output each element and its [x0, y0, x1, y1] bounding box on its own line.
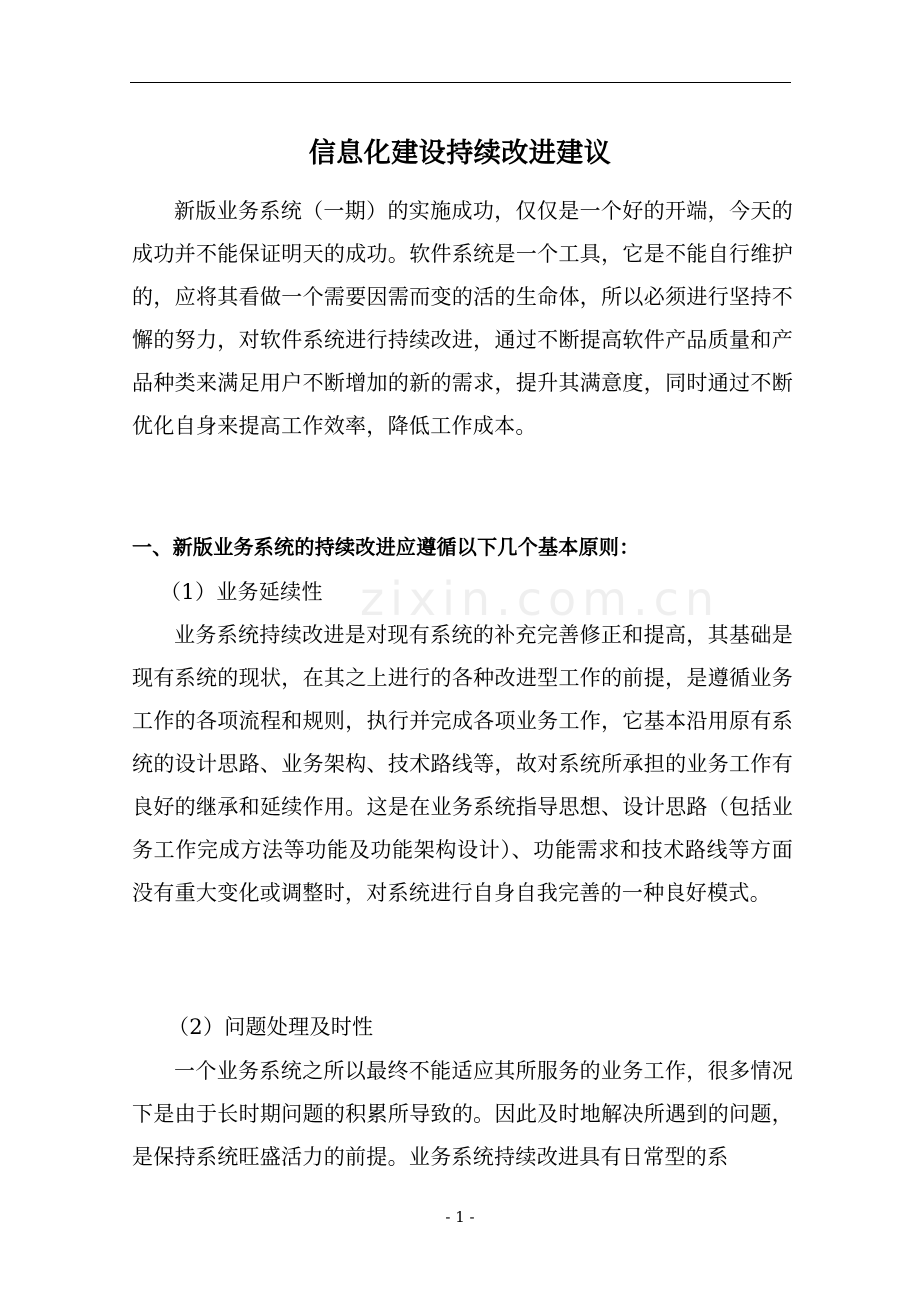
- header-rule: [130, 82, 791, 83]
- item2-body: 一个业务系统之所以最终不能适应其所服务的业务工作，很多情况下是由于长时期问题的积累所导致的。因此及时地解决所遇到的问题，是保持系统旺盛活力的前提。业务系统持续改进具有日常型的系: [132, 1059, 793, 1169]
- section-heading: 一、新版业务系统的持续改进应遵循以下几个基本原则：: [132, 535, 640, 559]
- watermark: zixin.com.cn: [360, 572, 721, 626]
- page-number: - 1 -: [445, 1208, 475, 1226]
- item1-label: （1）业务延续性: [160, 580, 323, 604]
- item1-body: 业务系统持续改进是对现有系统的补充完善修正和提高，其基础是现有系统的现状，在其之上进行的各种改进型工作的前提，是遵循业务工作的各项流程和规则，执行并完成各项业务工作，它基本沿用原有系统的设计思路、业务架构、技术路线等，故对系统所承担的业务工作有良好的继承和延续作用。这是在业务系统指导思想、设计思路（包括业务工作完成方法等功能及功能架构设计）、功能需求和技术路线等方面没有重大变化或调整时，对系统进行自身自我完善的一种良好模式。: [132, 623, 793, 905]
- intro-paragraph: 新版业务系统（一期）的实施成功，仅仅是一个好的开端，今天的成功并不能保证明天的成功。软件系统是一个工具，它是不能自行维护的，应将其看做一个需要因需而变的活的生命体，所以必须进行坚持不懈的努力，对软件系统进行持续改进，通过不断提高软件产品质量和产品种类来满足用户不断增加的新的需求，提升其满意度，同时通过不断优化自身来提高工作效率，降低工作成本。: [132, 199, 793, 438]
- item2-label: （2）问题处理及时性: [168, 1015, 374, 1039]
- document-title: 信息化建设持续改进建议: [308, 138, 612, 170]
